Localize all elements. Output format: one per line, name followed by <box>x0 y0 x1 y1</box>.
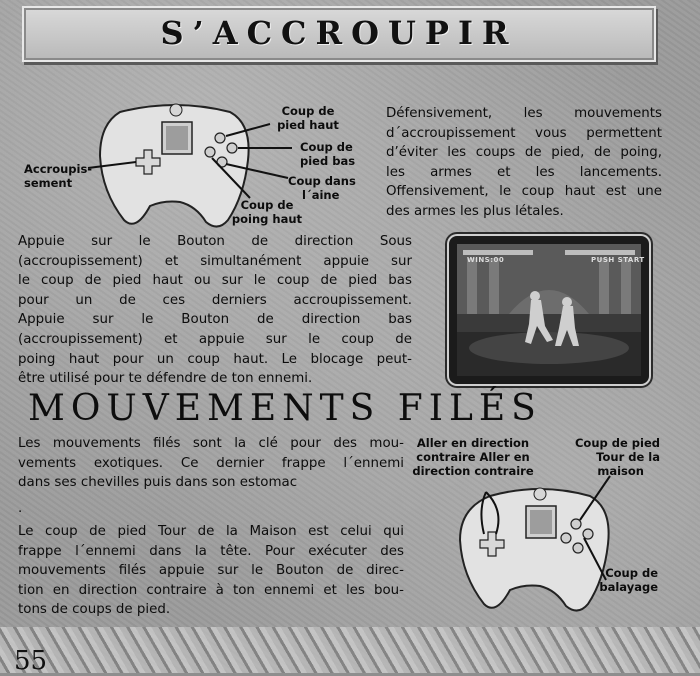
text-line: Appuie sur le Bouton de direction Sous <box>18 234 412 249</box>
label-line: Coup de pied <box>574 436 660 450</box>
controller-illustration-mouvements <box>440 470 670 620</box>
crouch-paragraph <box>18 232 412 389</box>
label-coup-pied-haut <box>268 104 348 132</box>
text-line: le coup de pied haut ou sur le coup de pied bas <box>18 273 412 289</box>
tour-paragraph <box>18 522 404 620</box>
text-line: Défensivement, les mouvements <box>386 106 662 121</box>
text-line: mouvements filés appuie sur le Bouton de direc- <box>18 563 404 579</box>
text-line: (accroupissement) et simultanément appuie sur <box>18 253 412 269</box>
label-coup-poing-haut <box>226 198 308 226</box>
text-line: frappe l´ennemi dans la tête. Pour exécuter des <box>18 543 404 559</box>
label-line: sement <box>24 176 73 190</box>
label-line: maison <box>597 464 644 478</box>
label-line: Coup de <box>605 566 658 580</box>
text-line: dans ses chevilles puis dans son estomac <box>18 475 298 491</box>
text-line: poing haut pour un coup haut. Le blocage peut- <box>18 351 412 367</box>
text-line: tons de coups de pied. <box>18 602 171 618</box>
label-line: Tour de la <box>596 450 660 464</box>
label-line: Coup dans <box>288 174 356 188</box>
text-line: Les mouvements filés sont la clé pour des mou- <box>18 436 404 451</box>
push-start-text: PUSH START <box>591 256 645 264</box>
mouvements-paragraph <box>18 434 404 518</box>
label-line: pied haut <box>277 118 339 132</box>
section-title-mouvements: MOUVEMENTS FILÉS <box>28 388 542 429</box>
label-accroupissement <box>24 162 104 190</box>
defensive-paragraph <box>386 104 662 222</box>
text-line: des armes les plus létales. <box>386 203 564 219</box>
wins-counter: WINS:00 <box>467 256 505 264</box>
label-line: balayage <box>599 580 658 594</box>
text-line: Appuie sur le Bouton de direction bas <box>18 312 412 328</box>
label-line: Aller en direction <box>416 436 530 450</box>
label-line: contraire Aller en <box>416 450 530 464</box>
label-line: pied bas <box>300 154 356 168</box>
text-line: Offensivement, le coup haut est une <box>386 184 662 200</box>
text-line: vements exotiques. Ce dernier frappe l´ennemi <box>18 455 404 471</box>
text-line: tion en direction contraire à ton ennemi et les bou- <box>18 582 404 598</box>
page-number: 55 <box>14 646 48 676</box>
text-line: être utilisé pour te défendre de ton ennemi. <box>18 371 313 387</box>
label-line: Coup de <box>240 198 294 212</box>
label-line: direction contraire <box>412 464 534 478</box>
label-line: l´aine <box>302 188 340 202</box>
decorative-rope-border <box>0 627 700 673</box>
text-line: Le coup de pied Tour de la Maison est celui qui <box>18 524 404 539</box>
text-line: d´accroupissement vous permettent <box>386 125 662 141</box>
label-line: Coup de <box>281 104 335 118</box>
title-bar <box>22 6 656 62</box>
label-line: Accroupis- <box>24 162 93 176</box>
text-line: d’éviter les coups de pied, de poing, <box>386 145 662 161</box>
text-line: pour un de ces derniers accroupissement. <box>18 292 412 308</box>
text-line: . <box>18 500 23 516</box>
text-line: (accroupissement) et appuie sur le coup de <box>18 331 412 347</box>
label-line: Coup de <box>300 140 353 154</box>
label-line: poing haut <box>231 212 303 226</box>
label-coup-pied-bas <box>300 140 370 168</box>
game-screenshot <box>449 236 649 384</box>
text-line: les armes et les lancements. <box>386 164 662 180</box>
page-title: S’ACCROUPIR <box>160 14 518 52</box>
